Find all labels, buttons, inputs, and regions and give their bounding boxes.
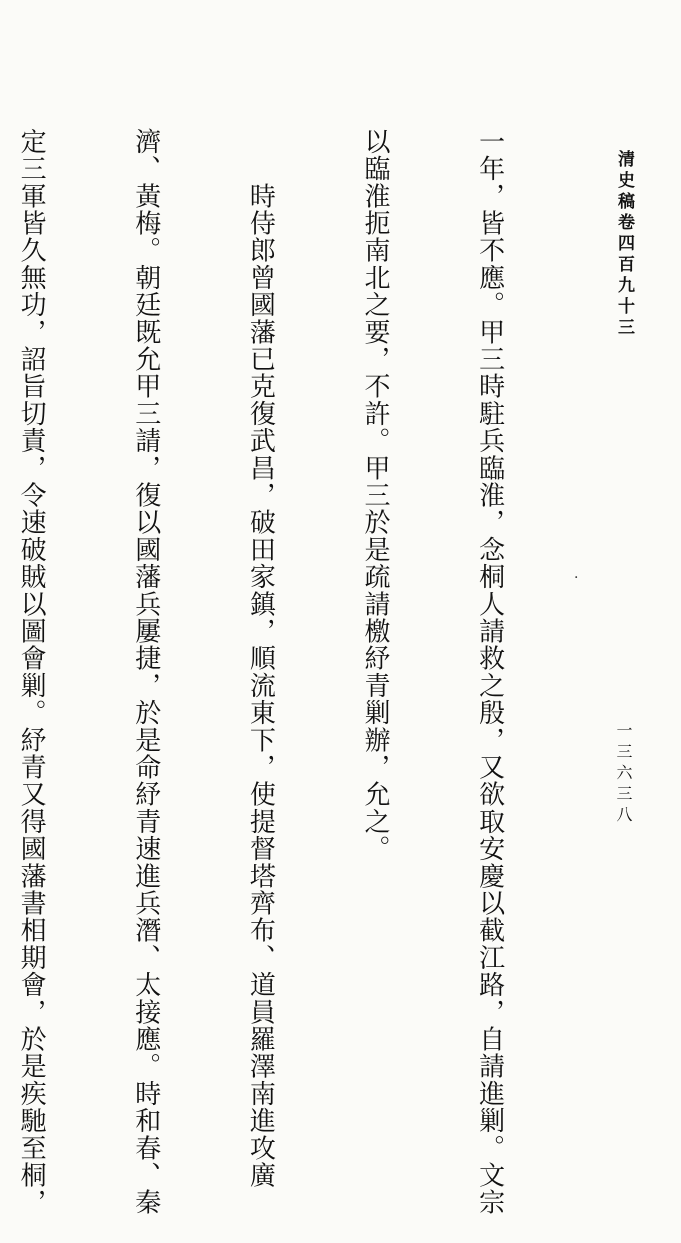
text-column: 濟、黃梅。朝廷既允甲三請，復以國藩兵屢捷，於是命紓青速進兵潛、太接應。時和春、秦 [130,128,161,1216]
text-column: 以臨淮扼南北之要，不許。甲三於是疏請檄紓青剿辦，允之。 [359,128,390,863]
body-text [16,128,585,1216]
text-column: 時侍郎曾國藩已克復武昌，破田家鎮，順流東下，使提督塔齊布、道員羅澤南進攻廣 [245,128,276,1189]
page-number: 一三六三八 [614,722,633,827]
text-column: 定三軍皆久無功，詔旨切責，令速破賊以圖會剿。紓青又得國藩書相期會，於是疾馳至桐， [16,128,47,1216]
book-title: 清史稿卷四百九十三 [614,150,634,339]
margin-mark: · [574,570,579,586]
text-column: 一年，皆不應。甲三時駐兵臨淮，念桐人請救之殷，又欲取安慶以截江路，自請進剿。文宗 [474,128,505,1216]
